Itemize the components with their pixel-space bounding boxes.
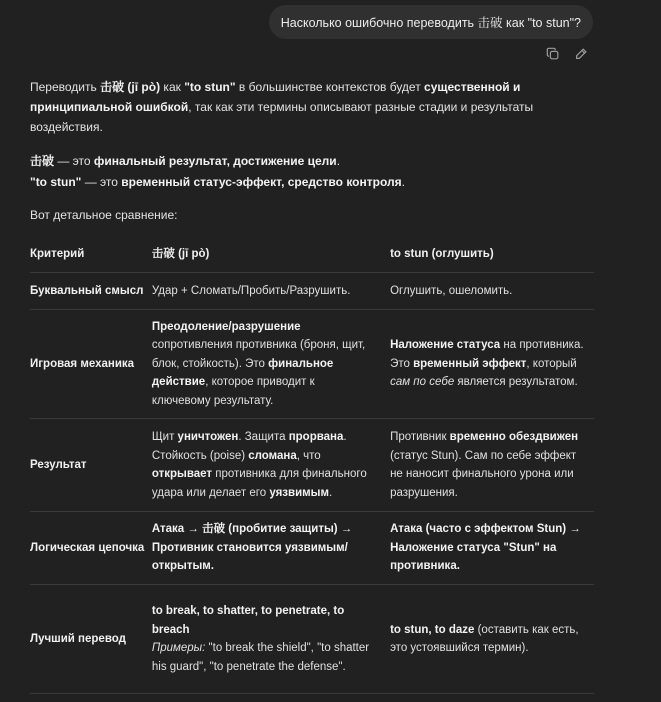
row-jipo-cell	[152, 512, 390, 585]
cell-bold: to break, to shatter, to penetrate, to breach	[151, 605, 345, 636]
intro-bold-term: 击破 (jī pò)	[100, 80, 161, 94]
cell-text: Щит	[151, 431, 178, 443]
cell-bold: to stun, to daze	[390, 623, 475, 636]
row-criterion: Результат	[30, 419, 152, 512]
table-row	[30, 512, 594, 585]
cell-text: . Стойкость (poise)	[151, 431, 347, 462]
row-criterion: Игровая механика	[30, 310, 152, 419]
def1-term: 击破	[30, 154, 55, 168]
cell-text: (статус Stun). Сам по себе эффект не наносит финального урона или разрушения.	[390, 449, 577, 499]
cell-text: на противника. Это	[390, 339, 584, 370]
row-stun-cell	[390, 419, 594, 512]
row-jipo-cell	[152, 419, 390, 512]
row-stun-cell	[390, 310, 594, 419]
cell-text: , что	[296, 449, 321, 462]
cell-bold: временный эффект	[413, 357, 527, 370]
intro-text-2: как	[160, 80, 185, 94]
cell-text: Оглушить, ошеломить.	[390, 284, 513, 297]
row-jipo-cell	[152, 273, 390, 310]
header-stun: to stun (оглушить)	[390, 236, 594, 273]
def2-term: "to stun"	[30, 175, 82, 189]
cell-text: сопротивления противника (броня, щит, блок, стойкость). Это	[151, 339, 366, 370]
definition-stun	[30, 172, 550, 192]
intro-bold-stun: "to stun"	[184, 80, 236, 94]
row-stun-cell	[390, 273, 594, 310]
def2-text-1: — это	[81, 175, 122, 189]
table-row	[30, 419, 594, 512]
table-row	[30, 310, 594, 419]
def2-bold: временный статус-эффект, средство контроля	[121, 175, 402, 189]
copy-icon[interactable]	[545, 46, 561, 62]
intro-text-4: , так как эти термины описывают разные стадии и результаты воздействия.	[30, 100, 534, 134]
cell-italic: сам по себе	[390, 376, 455, 389]
def2-text-2: .	[401, 175, 405, 189]
cell-italic: Примеры:	[151, 642, 206, 654]
intro-bold-error: существенной и принципиальной ошибкой	[30, 80, 521, 114]
cell-bold: Наложение статуса	[390, 339, 501, 352]
def1-text-1: — это	[54, 154, 94, 168]
cell-text: "to break the shield", "to shatter his guard", "to penetrate the defense".	[151, 642, 370, 673]
cell-text: противника для финального удара или делает его	[151, 468, 367, 499]
cell-text: , который	[526, 357, 577, 370]
header-jipo: 击破 (jī pò)	[152, 236, 390, 273]
cell-text: является результатом.	[454, 376, 578, 389]
intro-text-3: в большинстве контекстов будет	[235, 80, 425, 94]
row-stun-cell	[390, 585, 594, 694]
cell-text: . Защита	[238, 431, 289, 443]
row-jipo-cell	[152, 585, 390, 694]
definition-jipo	[30, 151, 550, 171]
table-row	[30, 273, 594, 310]
cell-bold: прорвана	[288, 431, 344, 443]
comparison-heading: Вот детальное сравнение:	[30, 208, 178, 222]
answer-intro	[30, 77, 550, 137]
row-jipo-cell	[152, 310, 390, 419]
user-message-bubble	[269, 5, 593, 39]
cell-bold: открывает	[151, 468, 213, 480]
cell-text: Удар + Сломать/Пробить/Разрушить.	[151, 284, 351, 297]
header-criterion: Критерий	[30, 236, 152, 273]
def1-bold: финальный результат, достижение цели	[93, 154, 337, 168]
user-message-actions	[545, 46, 589, 62]
row-criterion: Буквальный смысл	[30, 273, 152, 310]
cell-text: .	[328, 486, 333, 499]
row-criterion: Лучший перевод	[30, 585, 152, 694]
cell-bold: уничтожен	[177, 431, 239, 443]
cell-bold: временно обездвижен	[449, 431, 579, 443]
cell-bold: Атака (часто с эффектом Stun) → Наложение статуса "Stun" на противника.	[390, 523, 581, 573]
cell-text: , которое приводит к ключевому результату.	[151, 376, 315, 407]
cell-bold: Преодоление/разрушение	[151, 320, 301, 333]
cell-bold: Атака → 击破 (пробитие защиты) → Противник становится уязвимым/открытым.	[151, 523, 353, 573]
cell-text: Противник	[390, 431, 450, 443]
row-criterion: Логическая цепочка	[30, 512, 152, 585]
comparison-table	[30, 236, 594, 694]
cell-bold: сломана	[248, 449, 297, 462]
cell-text: (оставить как есть, это устоявшийся термин).	[390, 623, 579, 654]
table-header-row	[30, 236, 594, 273]
user-message-text: Насколько ошибочно переводить 击破 как "to stun"?	[280, 16, 581, 30]
cell-bold: финальное действие	[151, 357, 334, 389]
cell-bold: уязвимым	[269, 486, 329, 499]
def1-text-2: .	[336, 154, 341, 168]
intro-text-1: Переводить	[30, 80, 101, 94]
table-row	[30, 585, 594, 694]
edit-pencil-icon[interactable]	[573, 46, 589, 62]
row-stun-cell	[390, 512, 594, 585]
